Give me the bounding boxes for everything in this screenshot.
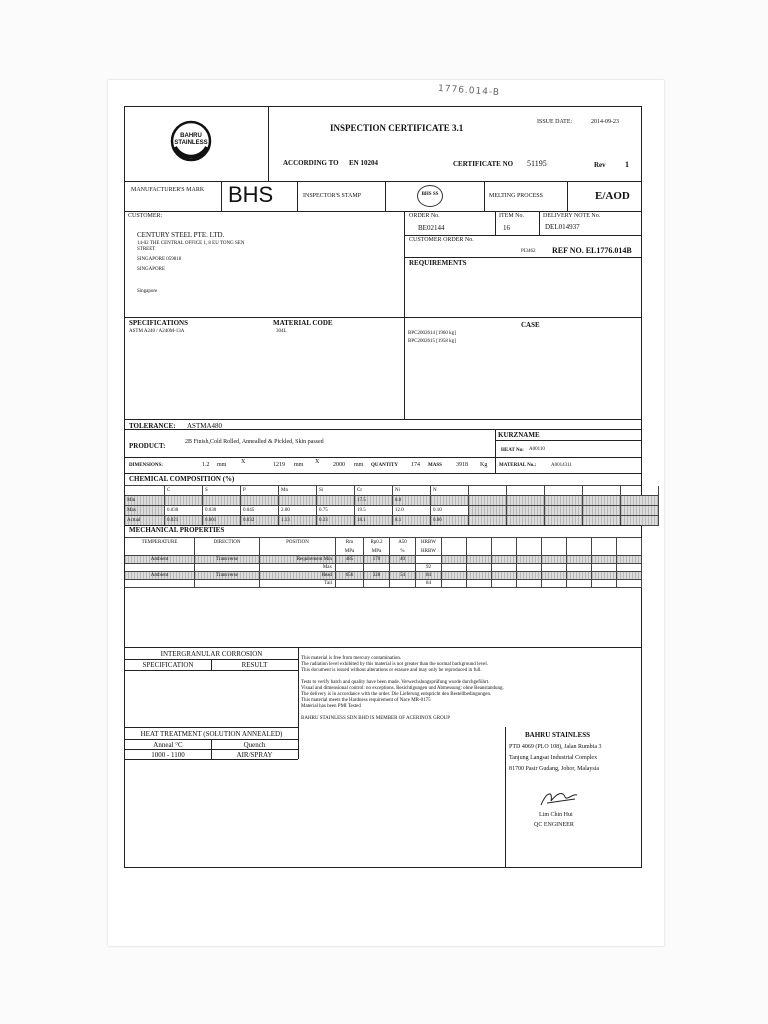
specification-value: ASTM A240 / A240M-13A [129, 329, 185, 334]
mech-blank-cell [567, 556, 592, 564]
mech-cell-hrbw [416, 556, 442, 564]
chem-value-cell: 0.030 [165, 506, 203, 516]
case-entry-2: BPC2002615 [1958 kg] [408, 339, 456, 344]
anneal-label: Anneal °C [153, 741, 183, 749]
mech-cell-hrbw: 92 [416, 564, 442, 572]
mech-blank-cell [592, 580, 617, 588]
mech-blank-cell [442, 564, 467, 572]
mech-cell-rm: 485 [336, 556, 364, 564]
manufacturer-mark: BHS [228, 182, 274, 207]
chem-value-cell: 0.021 [165, 516, 203, 526]
chem-value-cell: 1.13 [279, 516, 317, 526]
issue-date: 2014-09-23 [591, 119, 619, 125]
kurzname-label: KURZNAME [498, 431, 540, 439]
chem-value-cell [507, 506, 545, 516]
mech-header-a50: A50 [390, 538, 416, 547]
company-address-3: 81700 Pasir Gudang, Johor, Malaysia [509, 766, 600, 772]
chem-element-header: P [241, 486, 279, 496]
certificate-no-label: CERTIFICATE NO [453, 160, 514, 168]
chem-value-cell [241, 496, 279, 506]
chem-value-cell: 2.00 [279, 506, 317, 516]
dimensions-label: DIMENSIONS: [129, 463, 163, 468]
chem-value-cell [545, 506, 583, 516]
company-name: BAHRU STAINLESS [525, 731, 591, 739]
mech-cell-rm [336, 564, 364, 572]
melting-process-value: E/AOD [595, 190, 630, 202]
chem-value-cell [469, 506, 507, 516]
rev-label: Rev [594, 161, 606, 169]
melting-process-label: MELTING PROCESS [489, 193, 543, 199]
mech-blank-cell [542, 556, 567, 564]
length-unit: mm [354, 462, 364, 468]
note-7: This material meets the Hardness requirement of Nace MR-0175 [301, 698, 431, 703]
mech-cell-rp: 170 [364, 556, 390, 564]
according-value: EN 10204 [349, 159, 378, 167]
inspection-certificate [124, 106, 642, 868]
chem-element-header: Si [317, 486, 355, 496]
chem-value-cell [545, 496, 583, 506]
mech-blank-cell [467, 572, 492, 580]
signature [539, 787, 579, 814]
mech-blank-cell [442, 572, 467, 580]
chem-element-header: S [203, 486, 241, 496]
according-label: ACCORDING TO [283, 159, 339, 167]
mech-cell-position: Max [260, 564, 336, 572]
mech-cell-temp [125, 564, 195, 572]
certificate-title: INSPECTION CERTIFICATE 3.1 [330, 123, 464, 133]
chem-value-cell [317, 496, 355, 506]
mech-blank-cell [492, 564, 517, 572]
chem-value-cell: 0.10 [431, 506, 469, 516]
mech-cell-position: Tail [260, 580, 336, 588]
reference-number: REF NO. EL1776.014B [552, 246, 632, 255]
width-unit: mm [294, 462, 304, 468]
mech-blank-cell [492, 572, 517, 580]
chem-element-header: Mn [279, 486, 317, 496]
temperature-header: TEMPERATURE [125, 538, 195, 556]
mech-blank-cell [592, 556, 617, 564]
company-address-1: PTD 4069 (PLO 108), Jalan Rumbia 3 [509, 744, 602, 750]
quantity-value: 174 [411, 462, 420, 468]
chem-value-cell [583, 496, 621, 506]
note-6: The delivery is in accordance with the order. Die Lieferung entspricht den Bestellbedingungen. [301, 692, 492, 697]
customer-name: CENTURY STEEL PTE. LTD. [137, 231, 225, 239]
manufacturer-mark-label: MANUFACTURER'S MARK [131, 187, 205, 193]
chem-row-label: Max [125, 506, 165, 516]
chem-value-cell: 0.032 [241, 516, 279, 526]
stamp-text: BHS SS [421, 192, 439, 197]
customer-order-value: PI3462 [521, 249, 536, 254]
mech-blank-cell [442, 556, 467, 564]
chem-value-cell: 8.1 [393, 516, 431, 526]
mech-blank-cell [592, 572, 617, 580]
chem-element-header [507, 486, 545, 496]
chem-value-cell: 0.75 [317, 506, 355, 516]
mech-blank-cell [517, 556, 542, 564]
mech-cell-hrbw: 84 [416, 572, 442, 580]
chem-value-cell [621, 496, 659, 506]
mech-blank-header [442, 538, 467, 556]
note-8: Material has been PMI Tested [301, 704, 361, 709]
heat-no: A00110 [529, 447, 545, 452]
anneal-value: 1000 - 1100 [151, 751, 185, 759]
quantity-label: QUANTITY [371, 463, 398, 468]
quench-label: Quench [243, 741, 266, 749]
position-header: POSITION [260, 538, 336, 556]
mech-header-unit: MPa [364, 547, 390, 556]
chem-value-cell [165, 496, 203, 506]
mech-blank-header [567, 538, 592, 556]
mech-blank-cell [567, 564, 592, 572]
note-5: Visual and dimensional control: no exceptions. Besichtigungen und Abmessung: ohne Beanstandung. [301, 686, 504, 691]
mech-cell-rm [336, 580, 364, 588]
material-code-value: 304L [276, 329, 287, 334]
mech-cell-rm: 656 [336, 572, 364, 580]
mech-blank-cell [542, 572, 567, 580]
mech-blank-cell [617, 564, 642, 572]
customer-address-3: SINGAPORE 059818 [137, 257, 182, 262]
chem-value-cell [279, 496, 317, 506]
ic-result-label: RESULT [241, 661, 268, 669]
chem-value-cell [469, 496, 507, 506]
chem-value-cell: 0.06 [431, 516, 469, 526]
chem-value-cell: 0.001 [203, 516, 241, 526]
chem-value-cell [507, 496, 545, 506]
chemical-composition-label: CHEMICAL COMPOSITION (%) [129, 475, 235, 483]
chem-row-label: Actual [125, 516, 165, 526]
quench-value: AIR/SPRAY [236, 751, 273, 759]
mech-cell-rp [364, 580, 390, 588]
case-label: CASE [521, 321, 540, 329]
chem-value-cell [203, 496, 241, 506]
chem-element-header: C [165, 486, 203, 496]
chem-header-blank [125, 486, 165, 496]
mech-cell-temp [125, 580, 195, 588]
mech-blank-cell [492, 580, 517, 588]
direction-header: DIRECTION [195, 538, 260, 556]
length: 2000 [333, 462, 345, 468]
order-no: BE02144 [418, 224, 445, 232]
mech-cell-rp [364, 564, 390, 572]
chem-value-cell [431, 496, 469, 506]
mech-cell-temp: Ambient [125, 572, 195, 580]
mech-cell-a50: 54 [390, 572, 416, 580]
rev-value: 1 [625, 160, 629, 169]
customer-address-2: STREET [137, 247, 156, 252]
chem-element-header: N [431, 486, 469, 496]
mechanical-properties-table [125, 537, 641, 598]
heat-treatment-label: HEAT TREATMENT (SOLUTION ANNEALED) [140, 730, 283, 738]
signer-role: QC ENGINEER [534, 822, 574, 828]
thickness: 1.2 [202, 462, 210, 468]
chem-value-cell: 0.33 [317, 516, 355, 526]
chem-element-header [621, 486, 659, 496]
chem-element-header: Cr [355, 486, 393, 496]
mech-blank-cell [517, 580, 542, 588]
company-logo [169, 119, 213, 163]
mech-blank-cell [617, 580, 642, 588]
certificate-no: 51195 [527, 159, 547, 168]
mech-blank-cell [492, 556, 517, 564]
mech-header-rm: Rm [336, 538, 364, 547]
mech-header-rp: Rp0.2 [364, 538, 390, 547]
chem-element-header: Ni [393, 486, 431, 496]
note-2: The radiation level exhibited by this material is not greater than the normal background level. [301, 662, 489, 667]
item-no: 16 [503, 224, 510, 232]
mechanical-properties-label: MECHANICAL PROPERTIES [129, 526, 225, 534]
chem-value-cell: 0.045 [241, 506, 279, 516]
mech-cell-position: Requirement Min [260, 556, 336, 564]
mech-blank-cell [467, 580, 492, 588]
company-address-2: Tanjung Langsat Industrial Complex [509, 755, 598, 761]
chem-value-cell: 12.0 [393, 506, 431, 516]
mech-blank-cell [467, 564, 492, 572]
customer-order-label: CUSTOMER ORDER No. [409, 237, 474, 243]
case-entry-1: BPC2002614 [1960 kg] [408, 331, 456, 336]
delivery-note-label: DELIVERY NOTE No. [543, 213, 601, 219]
mech-cell-hrbw: 84 [416, 580, 442, 588]
customer-country: Singapore [137, 289, 158, 294]
note-4: Tests to verify batch and quality have been made. Verwechslungsprüfung wurde durchgeführt. [301, 680, 490, 685]
product-value: 2B Finish,Cold Rolled, Annealled & Pickled, Skin passed [185, 439, 324, 445]
chem-value-cell: 0.030 [203, 506, 241, 516]
intergranular-label: INTERGRANULAR CORROSION [160, 650, 263, 658]
mech-blank-header [617, 538, 642, 556]
requirements-label: REQUIREMENTS [409, 259, 467, 267]
issue-date-label: ISSUE DATE: [537, 119, 573, 125]
mass-unit: Kg [480, 462, 488, 468]
mech-header-hrbw: HRBW [416, 538, 442, 547]
material-code-label: MATERIAL CODE [273, 319, 333, 327]
thickness-unit: mm [217, 462, 227, 468]
chem-value-cell [583, 506, 621, 516]
chem-value-cell: 17.5 [355, 496, 393, 506]
order-no-label: ORDER No. [409, 213, 440, 219]
heat-no-label: HEAT No: [501, 448, 524, 453]
mech-blank-header [542, 538, 567, 556]
mech-cell-temp: Ambient [125, 556, 195, 564]
mech-blank-cell [567, 580, 592, 588]
mech-blank-cell [467, 556, 492, 564]
ic-specification-label: SPECIFICATION [142, 661, 194, 669]
item-no-label: ITEM No. [499, 213, 524, 219]
tolerance-label: TOLERANCE: [129, 422, 176, 430]
mech-blank-cell [517, 572, 542, 580]
inspector-stamp [417, 185, 443, 207]
mech-blank-cell [542, 564, 567, 572]
dimension-separator-1: X [241, 459, 246, 465]
mech-blank-cell [592, 564, 617, 572]
mech-blank-cell [617, 572, 642, 580]
delivery-note-no: DEL014937 [545, 223, 580, 231]
chem-element-header [583, 486, 621, 496]
chem-element-header [469, 486, 507, 496]
mech-cell-direction [195, 580, 260, 588]
mech-cell-rp: 328 [364, 572, 390, 580]
note-1: This material is free from mercury contamination. [301, 656, 402, 661]
signer-name: Lim Chin Hui [539, 812, 573, 818]
mech-blank-header [517, 538, 542, 556]
mech-blank-cell [567, 572, 592, 580]
handwritten-reference: 1776.014-B [437, 83, 501, 99]
mech-header-unit: % [390, 547, 416, 556]
chem-element-header [545, 486, 583, 496]
product-label: PRODUCT: [129, 442, 166, 450]
customer-address-4: SINGAPORE [137, 267, 166, 272]
mech-cell-a50 [390, 580, 416, 588]
mech-blank-header [492, 538, 517, 556]
mech-cell-a50 [390, 564, 416, 572]
mech-header-unit: HRBW [416, 547, 442, 556]
material-no-label: MATERIAL No.: [499, 463, 537, 468]
mech-cell-position: Head [260, 572, 336, 580]
customer-label: CUSTOMER: [128, 213, 163, 219]
mech-cell-a50: 40 [390, 556, 416, 564]
mech-cell-direction: Transverse [195, 556, 260, 564]
logo-text: BAHRU STAINLESS [174, 133, 208, 146]
note-9: BAHRU STAINLESS SDN BHD IS MEMBER OF ACERINOX GROUP [301, 716, 451, 721]
dimension-separator-2: X [315, 459, 320, 465]
chemical-composition-table [125, 485, 641, 526]
mech-blank-header [592, 538, 617, 556]
mass-label: MASS [428, 463, 442, 468]
material-no: A0014311 [551, 463, 572, 468]
note-3: This document is issued without alterations or erasure and may only be reproduced in full. [301, 668, 482, 673]
width: 1219 [273, 462, 285, 468]
mass-value: 3918 [456, 462, 468, 468]
mech-blank-header [467, 538, 492, 556]
mech-blank-cell [542, 580, 567, 588]
mech-blank-cell [517, 564, 542, 572]
mech-cell-direction [195, 564, 260, 572]
inspector-stamp-label: INSPECTOR'S STAMP [303, 193, 362, 199]
chem-value-cell [621, 506, 659, 516]
chem-value-cell: 18.1 [355, 516, 393, 526]
chem-row-label: Min [125, 496, 165, 506]
chem-value-cell: 8.0 [393, 496, 431, 506]
specifications-label: SPECIFICATIONS [129, 319, 188, 327]
tolerance-value: ASTMA480 [187, 422, 223, 430]
mech-blank-cell [617, 556, 642, 564]
mech-header-unit: MPa [336, 547, 364, 556]
mech-blank-cell [442, 580, 467, 588]
mech-cell-direction: Transverse [195, 572, 260, 580]
customer-address-1: 14-02 THE CENTRAL OFFICE 1, 8 EU TONG SEN [137, 241, 245, 246]
chem-value-cell: 19.5 [355, 506, 393, 516]
